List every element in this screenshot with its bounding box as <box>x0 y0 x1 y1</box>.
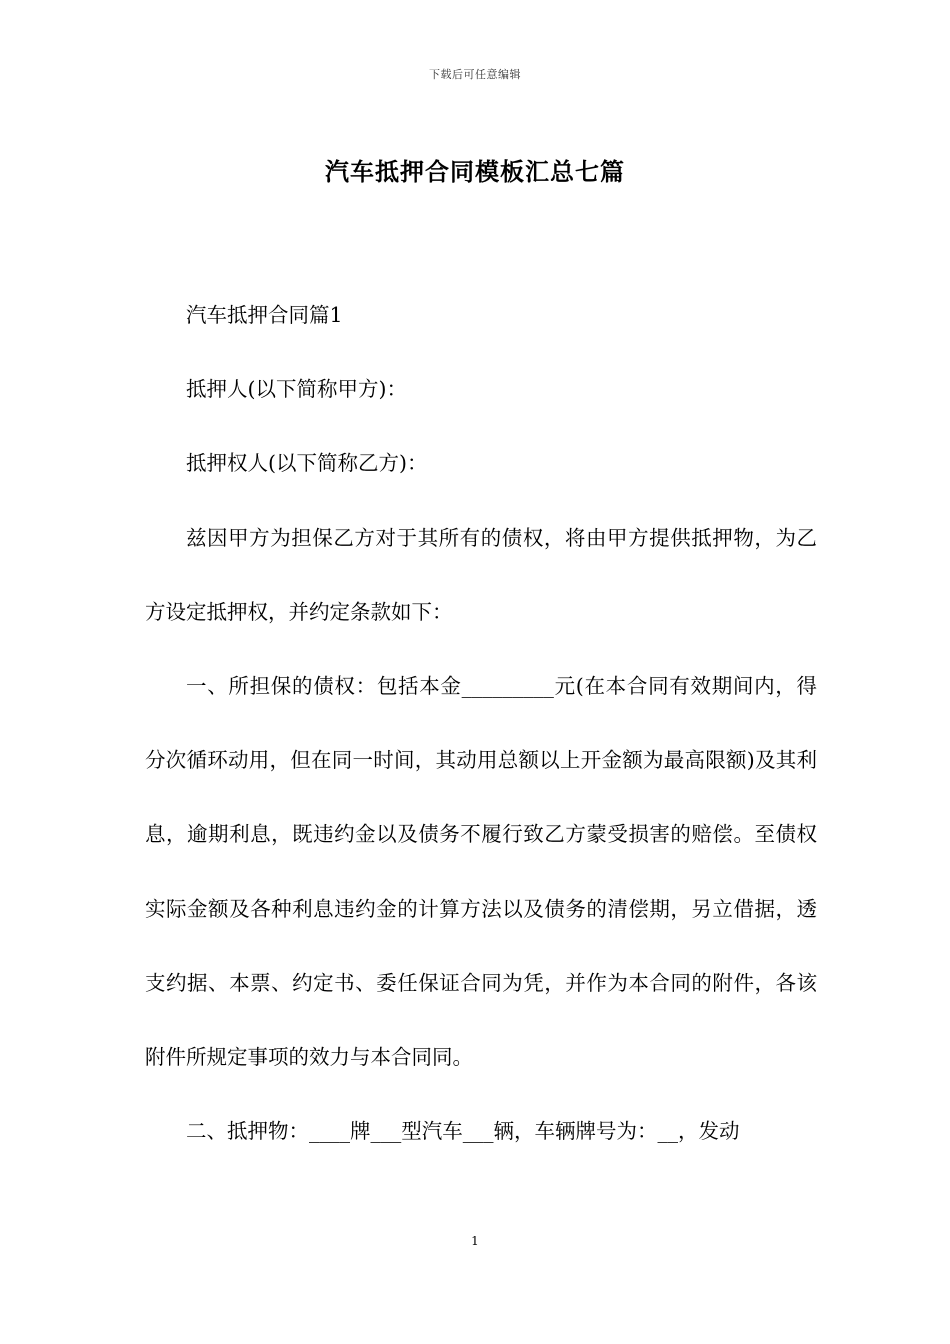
header-note: 下载后可任意编辑 <box>429 68 521 81</box>
paragraph-mortgagor: 抵押人(以下简称甲方)： <box>186 377 407 402</box>
document-body <box>145 278 817 1168</box>
paragraph-clause-2: 二、抵押物：____牌___型汽车___辆，车辆牌号为：__，发动 <box>186 1119 740 1144</box>
paragraph-clause-1: 一、所担保的债权：包括本金_________元(在本合同有效期间内，得分次循环动用，但在同一时间，其动用总额以上开金额为最高限额)及其利息，逾期利息，既违约金以及债务不履行致乙方蒙受损害的赔偿。至债权实际金额及各种利息违约金的计算方法以及债务的清偿期，另立借据，透支约据、本票、约定书、委任保证合同为凭，并作为本合同的附件，各该附件所规定事项的效力与本合同同。 <box>145 674 817 1070</box>
paragraph-mortgagee: 抵押权人(以下简称乙方)： <box>186 451 428 476</box>
document-title: 汽车抵押合同模板汇总七篇 <box>325 157 625 186</box>
paragraph-preamble: 兹因甲方为担保乙方对于其所有的债权，将由甲方提供抵押物，为乙方设定抵押权，并约定条款如下： <box>145 525 817 624</box>
page-number: 1 <box>471 1234 479 1248</box>
paragraph-section-heading: 汽车抵押合同篇1 <box>186 303 343 327</box>
